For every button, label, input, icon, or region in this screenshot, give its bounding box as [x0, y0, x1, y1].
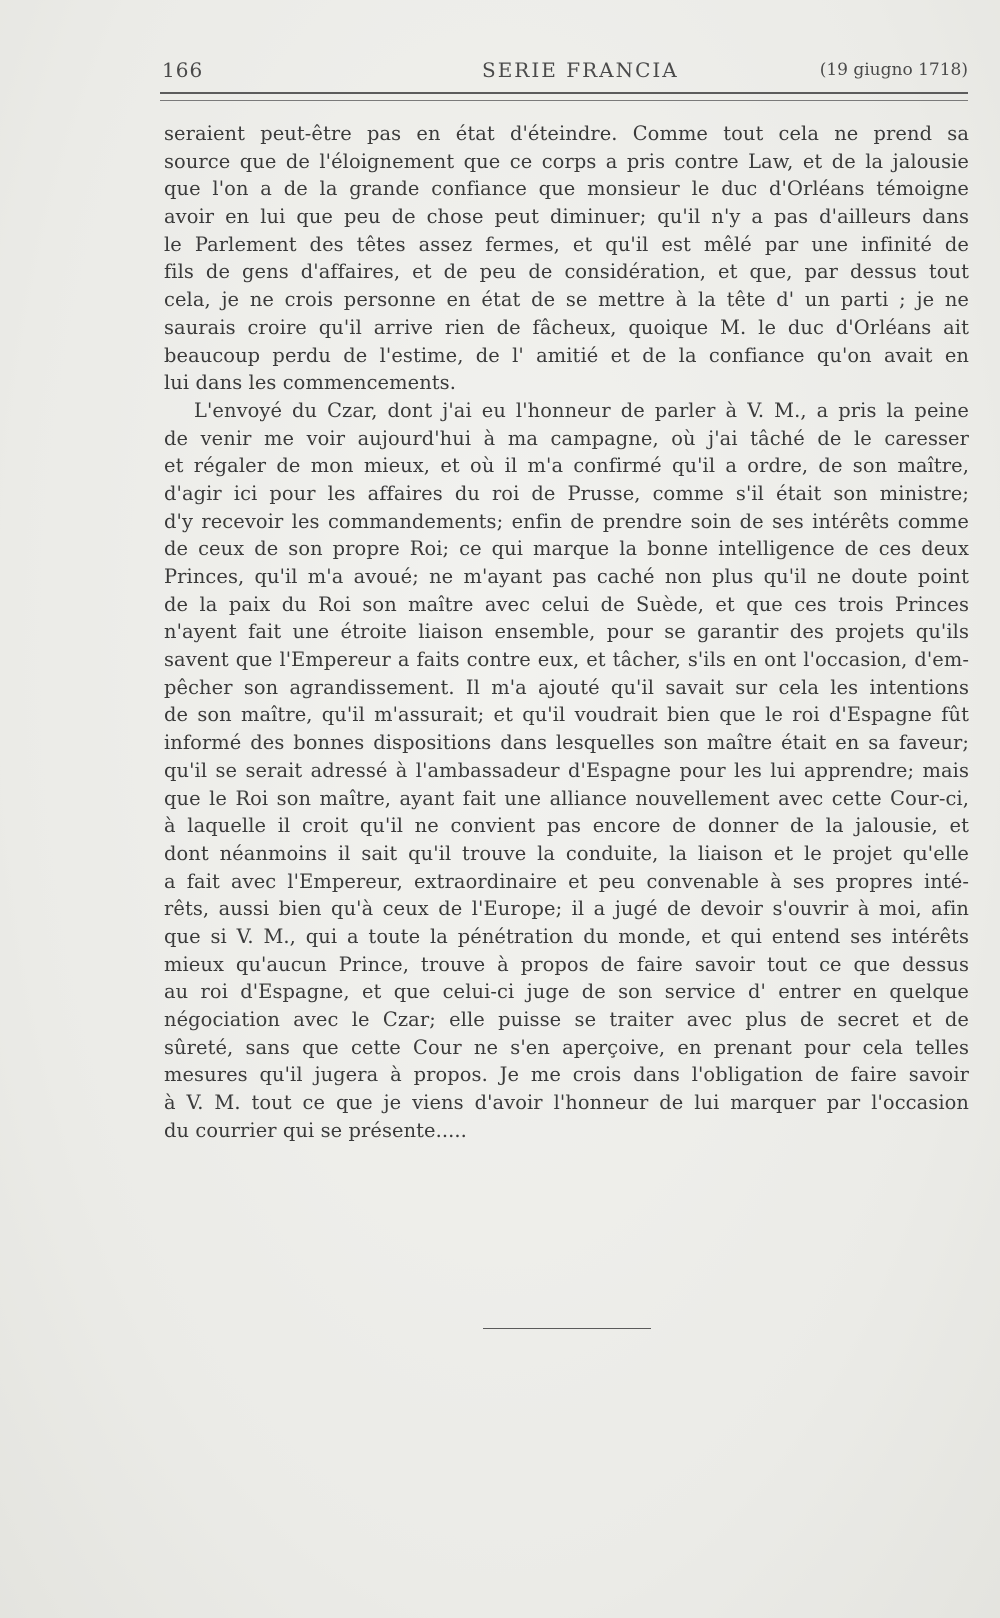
page-number: 166	[162, 58, 204, 82]
text-line: lui dans les commencements.	[164, 371, 456, 395]
text-line: dont néanmoins il sait qu'il trouve la conduite, la liaison et le projet qu'elle	[164, 841, 969, 865]
text-line: de venir me voir aujourd'hui à ma campagne, où j'ai tâché de le caresser	[164, 426, 969, 450]
text-line: source que de l'éloignement que ce corps a pris contre Law, et de la jalousie	[164, 149, 969, 173]
text-line: du courrier qui se présente.....	[164, 1118, 467, 1142]
text-line: beaucoup perdu de l'estime, de l' amitié et de la confiance qu'on avait en	[164, 343, 969, 367]
text-line: au roi d'Espagne, et que celui-ci juge de son service d' entrer en quelque	[164, 980, 969, 1004]
text-line: à laquelle il croit qu'il ne convient pas encore de donner de la jalousie, et	[164, 814, 969, 838]
text-line: n'ayent fait une étroite liaison ensemble, pour se garantir des projets qu'ils	[164, 620, 969, 644]
text-line: de ceux de son propre Roi; ce qui marque la bonne intelligence de ces deux	[164, 537, 969, 561]
text-line: avoir en lui que peu de chose peut diminuer; qu'il n'y a pas d'ailleurs dans	[164, 205, 969, 229]
body-text	[164, 120, 969, 1144]
text-line: L'envoyé du Czar, dont j'ai eu l'honneur de parler à V. M., a pris la peine	[194, 398, 969, 422]
header-rule	[160, 92, 968, 101]
text-line: cela, je ne crois personne en état de se mettre à la tête d' un parti ; je ne	[164, 288, 969, 312]
text-line: que le Roi son maître, ayant fait une alliance nouvellement avec cette Cour-ci,	[164, 786, 969, 810]
text-line: rêts, aussi bien qu'à ceux de l'Europe; il a jugé de devoir s'ouvrir à moi, afin	[164, 897, 969, 921]
text-line: à V. M. tout ce que je viens d'avoir l'honneur de lui marquer par l'occasion	[164, 1091, 969, 1115]
text-line: et régaler de mon mieux, et où il m'a confirmé qu'il a ordre, de son maître,	[164, 454, 969, 478]
closing-rule	[483, 1328, 651, 1329]
text-line: pêcher son agrandissement. Il m'a ajouté qu'il savait sur cela les intentions	[164, 675, 969, 699]
text-line: que l'on a de la grande confiance que monsieur le duc d'Orléans témoigne	[164, 177, 969, 201]
running-head	[162, 58, 968, 90]
text-line: saurais croire qu'il arrive rien de fâcheux, quoique M. le duc d'Orléans ait	[164, 315, 969, 339]
text-line: informé des bonnes dispositions dans lesquelles son maître était en sa faveur;	[164, 731, 969, 755]
text-line: d'agir ici pour les affaires du roi de Prusse, comme s'il était son ministre;	[164, 481, 969, 505]
text-line: savent que l'Empereur a faits contre eux, et tâcher, s'ils en ont l'occasion, d'em-	[164, 648, 969, 672]
text-line: mesures qu'il jugera à propos. Je me crois dans l'obligation de faire savoir	[164, 1063, 969, 1087]
text-line: qu'il se serait adressé à l'ambassadeur d'Espagne pour les lui apprendre; mais	[164, 758, 969, 782]
text-line: fils de gens d'affaires, et de peu de considération, et que, par dessus tout	[164, 260, 969, 284]
text-line: le Parlement des têtes assez fermes, et qu'il est mêlé par une infinité de	[164, 232, 969, 256]
series-title: SERIE FRANCIA	[482, 58, 679, 82]
text-line: de son maître, qu'il m'assurait; et qu'il voudrait bien que le roi d'Espagne fût	[164, 703, 969, 727]
text-line: que si V. M., qui a toute la pénétration du monde, et qui entend ses intérêts	[164, 924, 969, 948]
text-line: Princes, qu'il m'a avoué; ne m'ayant pas caché non plus qu'il ne doute point	[164, 565, 969, 588]
text-line: seraient peut-être pas en état d'éteindre. Comme tout cela ne prend sa	[164, 122, 969, 145]
text-line: mieux qu'aucun Prince, trouve à propos de faire savoir tout ce que dessus	[164, 952, 969, 976]
date-reference: (19 giugno 1718)	[819, 60, 968, 80]
text-line: sûreté, sans que cette Cour ne s'en aperçoive, en prenant pour cela telles	[164, 1035, 969, 1059]
text-line: a fait avec l'Empereur, extraordinaire et peu convenable à ses propres inté-	[164, 869, 969, 893]
text-line: de la paix du Roi son maître avec celui de Suède, et que ces trois Princes	[164, 592, 969, 616]
text-line: négociation avec le Czar; elle puisse se traiter avec plus de secret et de	[164, 1008, 969, 1031]
text-line: d'y recevoir les commandements; enfin de prendre soin de ses intérêts comme	[164, 509, 969, 533]
